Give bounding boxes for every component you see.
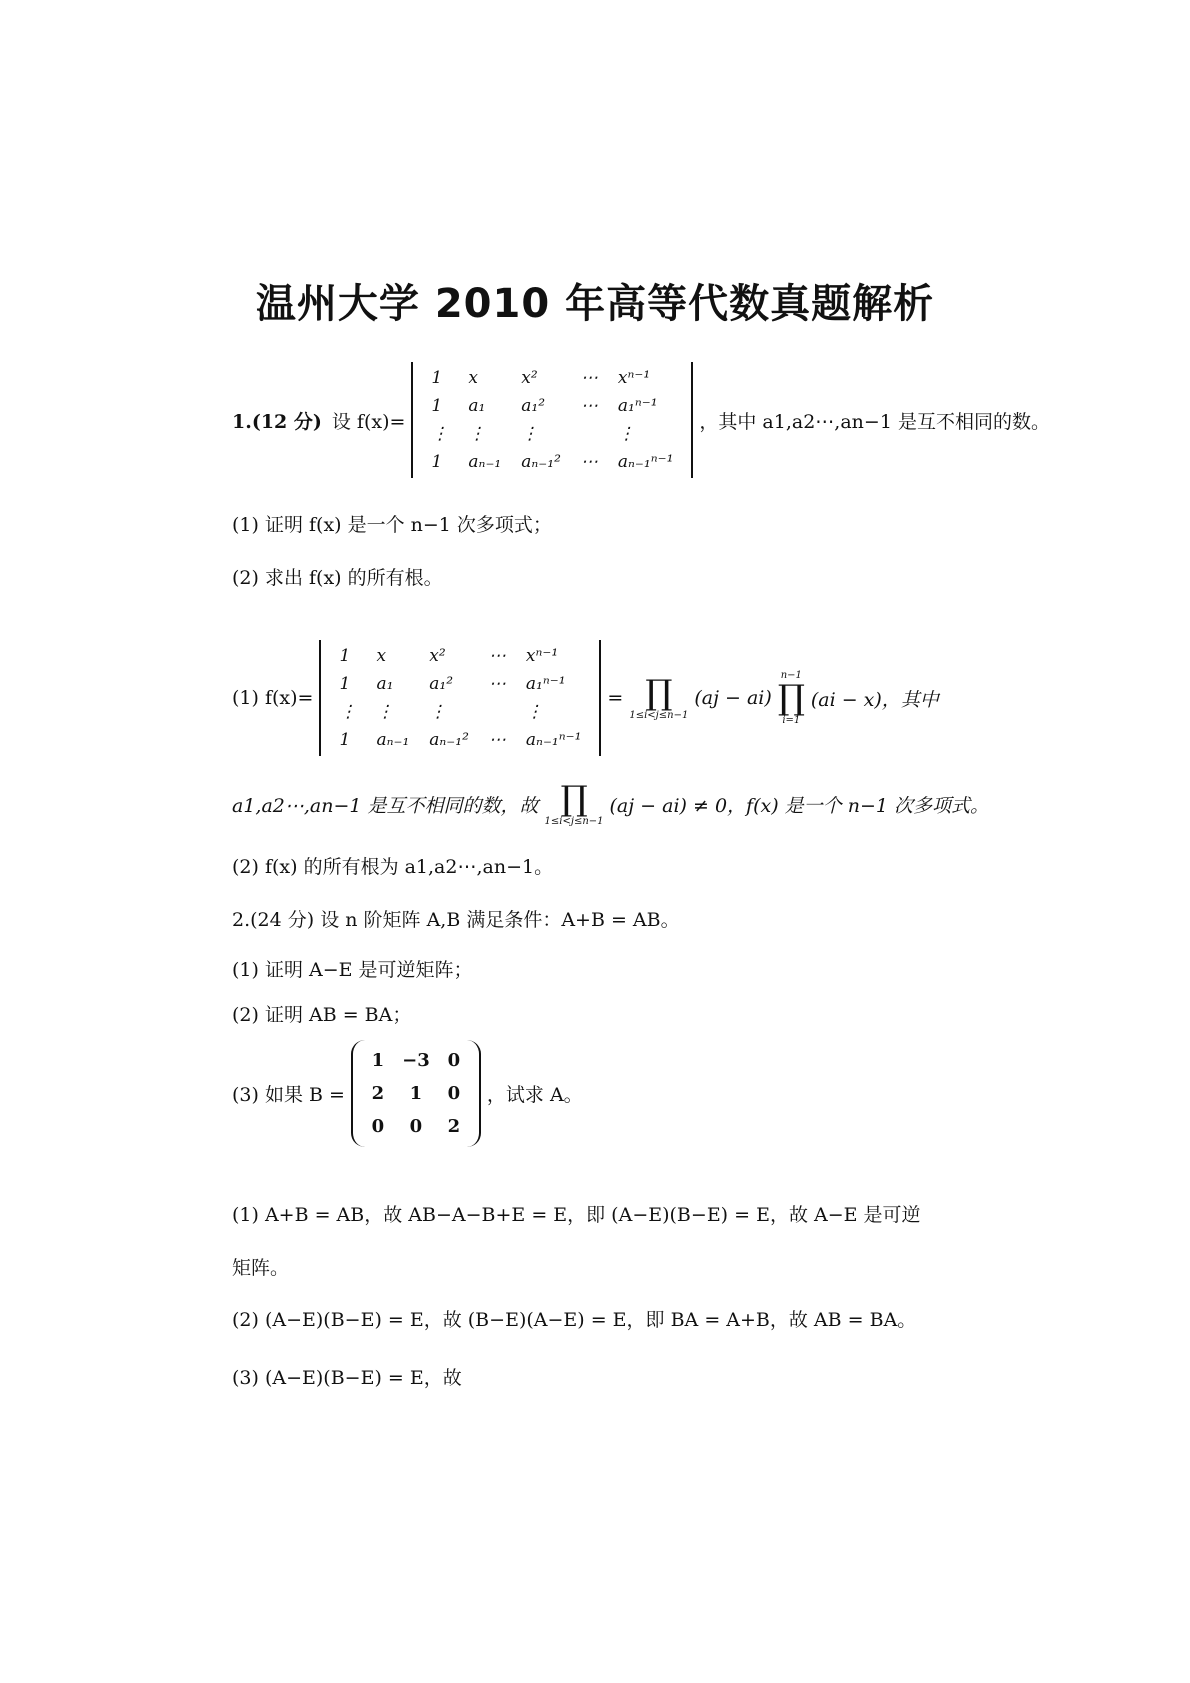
determinant-cell: 1 [431,452,443,472]
matrix-cell: 0 [447,1083,461,1104]
a1-line2 [232,779,989,827]
q2-statement: 2.(24 分) 设 n 阶矩阵 A,B 满足条件：A+B = AB。 [232,909,680,931]
matrix-cell: 2 [447,1116,461,1137]
determinant-cell: ⋯ [488,674,506,694]
q1-label: 1.(12 分) [232,410,322,433]
determinant-cell: ⋯ [580,368,598,388]
a1-product-2-sup: n−1 [780,670,802,681]
determinant-cell: a₁ⁿ⁻¹ [525,674,566,694]
a1-eq: = [607,687,624,709]
determinant-cell: 1 [431,368,443,388]
determinant-cell: ⋯ [580,396,598,416]
determinant-cell: a₁² [521,396,546,416]
matrix-cell: 0 [371,1116,385,1137]
a1-product-2 [778,670,805,726]
determinant-cell: 1 [339,730,351,750]
q2-part3-prefix: (3) 如果 B = [232,1084,345,1106]
determinant-cell: aₙ₋₁ [468,452,502,472]
q2-part3-suffix: ，试求 A。 [486,1084,583,1106]
a1-line3: (2) f(x) 的所有根为 a1,a2⋯,an−1。 [232,856,554,878]
determinant-cell [571,420,608,448]
determinant-cell: 1 [339,646,351,666]
product-symbol: ∏ [777,678,805,718]
determinant-cell: ⋮ [339,702,357,722]
a1-line1 [232,640,939,756]
a1-product-2-body: (ai − x)，其中 [810,688,939,711]
determinant-cell: xⁿ⁻¹ [617,368,651,388]
determinant-cell: ⋮ [431,424,449,444]
determinant-cell: a₁ [468,396,486,416]
determinant-cell: ⋮ [525,702,543,722]
determinant-cell: ⋮ [468,424,486,444]
determinant-cell: a₁² [429,674,454,694]
a1-line2-prefix: a1,a2⋯,an−1 是互不相同的数，故 [232,795,539,817]
determinant-cell: ⋮ [429,702,447,722]
determinant-cell: ⋮ [376,702,394,722]
determinant-cell: ⋮ [521,424,539,444]
matrix-cell: 1 [371,1050,385,1071]
matrix-cell: 1 [409,1083,423,1104]
matrix-b [351,1040,481,1147]
determinant-cell: x [468,368,479,388]
determinant-cell: a₁ [376,674,394,694]
a2-line3: (3) (A−E)(B−E) = E，故 [232,1367,462,1389]
determinant-cell [479,698,516,726]
determinant-cell: x [376,646,387,666]
a1-prefix: (1) f(x)= [232,687,314,709]
a1-product-2-sub: i=1 [782,715,801,726]
page-title: 温州大学 2010 年高等代数真题解析 [255,281,935,327]
product-symbol: ∏ [560,779,588,819]
q1-suffix: ，其中 a1,a2⋯,an−1 是互不相同的数。 [699,410,1050,433]
a1-line2-product [544,779,604,827]
q2-part2: (2) 证明 AB = BA； [232,1004,412,1026]
determinant-cell: aₙ₋₁ⁿ⁻¹ [617,452,674,472]
matrix-cell: 0 [409,1116,423,1137]
determinant-cell: ⋯ [488,646,506,666]
q1-prefix: 设 f(x)= [331,410,406,433]
determinant-cell: x² [521,368,538,388]
q1-part1: (1) 证明 f(x) 是一个 n−1 次多项式； [232,514,552,536]
matrix-cell: −3 [402,1050,430,1071]
q1-determinant [411,362,693,478]
determinant-cell: ⋯ [488,730,506,750]
determinant-cell: aₙ₋₁² [429,730,469,750]
q1-part2: (2) 求出 f(x) 的所有根。 [232,567,443,589]
determinant-cell: xⁿ⁻¹ [525,646,559,666]
a1-line2-suffix: (aj − ai) ≠ 0，f(x) 是一个 n−1 次多项式。 [609,795,989,817]
matrix-cell: 0 [447,1050,461,1071]
determinant-cell: aₙ₋₁ⁿ⁻¹ [525,730,582,750]
a2-line2: (2) (A−E)(B−E) = E，故 (B−E)(A−E) = E，即 BA = A+B，故 AB = BA。 [232,1309,917,1331]
q2-part1: (1) 证明 A−E 是可逆矩阵； [232,959,473,981]
determinant-cell: ⋮ [617,424,635,444]
a1-line2-product-sub: 1≤i<j≤n−1 [544,816,604,827]
determinant-cell: a₁ⁿ⁻¹ [617,396,658,416]
q2-part3 [232,1040,583,1147]
determinant-cell: ⋯ [580,452,598,472]
determinant-cell: 1 [339,674,351,694]
a2-line1b: 矩阵。 [232,1257,290,1279]
determinant-cell: 1 [431,396,443,416]
q1-statement [232,362,1050,478]
product-symbol: ∏ [645,672,673,713]
a1-determinant [319,640,601,756]
a1-product-1-sub: 1≤i<j≤n−1 [629,709,689,721]
a1-product-1 [629,672,689,721]
determinant-cell: aₙ₋₁ [376,730,410,750]
a1-product-1-body: (aj − ai) [694,687,772,709]
determinant-cell: aₙ₋₁² [521,452,561,472]
matrix-cell: 2 [371,1083,385,1104]
determinant-cell: x² [429,646,446,666]
a2-line1: (1) A+B = AB，故 AB−A−B+E = E，即 (A−E)(B−E) = E，故 A−E 是可逆 [232,1204,921,1226]
